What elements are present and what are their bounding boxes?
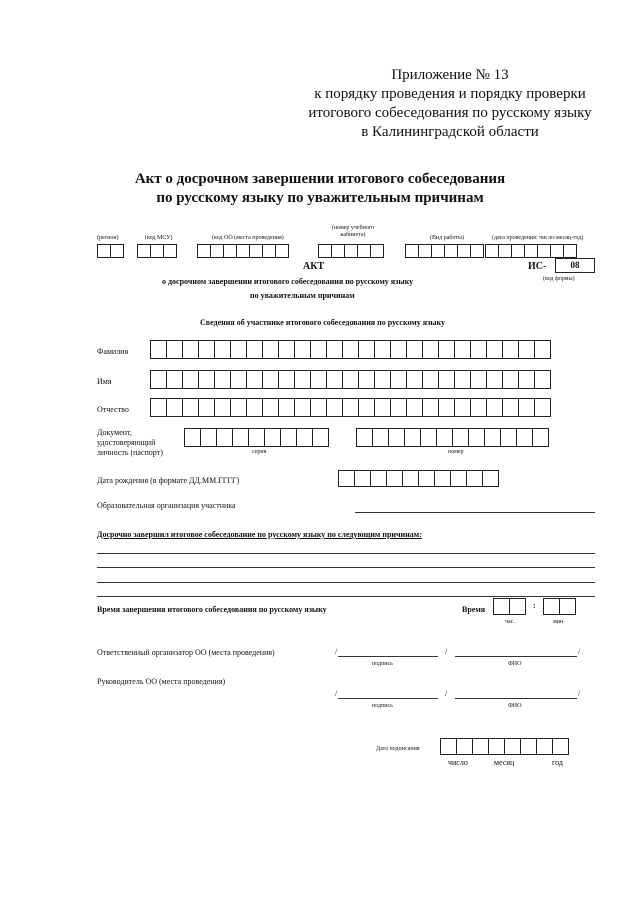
letter-cell[interactable] [342,398,359,417]
letter-cell[interactable] [374,370,391,389]
digit-cell[interactable] [296,428,313,447]
code-cell[interactable] [405,244,419,258]
digit-cell[interactable] [468,428,485,447]
digit-cell[interactable] [248,428,265,447]
digit-cell[interactable] [536,738,553,755]
letter-cell[interactable] [470,340,487,359]
letter-cell[interactable] [470,370,487,389]
act-subtitle-2: по уважительным причинам [250,291,355,300]
head-signature-line[interactable] [338,698,438,699]
completion-time-label: Время завершения итогового собеседования по русскому языку [97,605,327,614]
appendix-line-4: в Калининградской области [361,124,539,140]
act-subtitle-1: о досрочном завершении итогового собеседования по русскому языку [162,277,414,286]
code-cell[interactable] [444,244,458,258]
digit-cell[interactable] [516,428,533,447]
head-signature-caption: подпись [372,703,393,709]
letter-cell[interactable] [230,340,247,359]
letter-cell[interactable] [310,370,327,389]
cabinet-code-boxes[interactable] [318,244,384,258]
hours-boxes[interactable] [493,598,526,615]
letter-cell[interactable] [166,340,183,359]
appendix-header [300,66,600,142]
digit-cell[interactable] [493,598,510,615]
letter-cell[interactable] [438,398,455,417]
letter-cell[interactable] [230,398,247,417]
digit-cell[interactable] [354,470,371,487]
document-label-line-1: Документ, [97,428,132,437]
name-label: Имя [97,377,112,386]
msu-label: (код МСУ) [145,235,173,241]
name-boxes[interactable] [150,370,551,389]
letter-cell[interactable] [390,398,407,417]
patronymic-label: Отчество [97,405,129,414]
code-cell[interactable] [537,244,551,258]
head-slash-middle: / [445,689,448,698]
letter-cell[interactable] [150,370,167,389]
sign-date-day: число [448,758,468,767]
oo-code-boxes[interactable] [197,244,289,258]
digit-cell[interactable] [388,428,405,447]
digit-cell[interactable] [488,738,505,755]
surname-label: Фамилия [97,347,129,356]
series-label: серия [252,449,267,455]
appendix-line-2: к порядку проведения и порядку проверки [314,86,586,102]
letter-cell[interactable] [310,398,327,417]
letter-cell[interactable] [262,370,279,389]
letter-cell[interactable] [454,340,471,359]
digit-cell[interactable] [372,428,389,447]
letter-cell[interactable] [150,398,167,417]
organizer-slash-right: / [578,647,581,656]
digit-cell[interactable] [532,428,549,447]
letter-cell[interactable] [358,370,375,389]
letter-cell[interactable] [166,370,183,389]
letter-cell[interactable] [278,370,295,389]
passport-number-boxes[interactable] [356,428,549,447]
digit-cell[interactable] [356,428,373,447]
organizer-label: Ответственный организатор ОО (места проведения) [97,648,275,657]
digit-cell[interactable] [456,738,473,755]
letter-cell[interactable] [486,398,503,417]
organizer-slash-left: / [335,647,338,656]
code-cell[interactable] [210,244,224,258]
letter-cell[interactable] [198,370,215,389]
digit-cell[interactable] [338,470,355,487]
reason-line-3[interactable] [97,582,595,583]
early-completion-heading: Досрочно завершил итоговое собеседование по русскому языку по следующим причинам: [97,530,422,539]
letter-cell[interactable] [470,398,487,417]
letter-cell[interactable] [262,398,279,417]
document-label [97,428,163,458]
code-cell[interactable] [344,244,358,258]
head-fio-line[interactable] [455,698,577,699]
letter-cell[interactable] [198,340,215,359]
letter-cell[interactable] [214,398,231,417]
head-slash-left: / [335,689,338,698]
letter-cell[interactable] [534,398,551,417]
digit-cell[interactable] [420,428,437,447]
school-label: Образовательная организация участника [97,501,236,510]
digit-cell[interactable] [472,738,489,755]
birth-date-boxes[interactable] [338,470,499,487]
digit-cell[interactable] [370,470,387,487]
minutes-boxes[interactable] [543,598,576,615]
appendix-number: Приложение № 13 [391,67,509,83]
code-cell[interactable] [357,244,371,258]
digit-cell[interactable] [440,738,457,755]
surname-boxes[interactable] [150,340,551,359]
code-cell[interactable] [97,244,111,258]
digit-cell[interactable] [520,738,537,755]
form-code-box: 08 [555,258,595,273]
letter-cell[interactable] [374,340,391,359]
code-cell[interactable] [110,244,124,258]
reason-line-1[interactable] [97,553,595,554]
code-cell[interactable] [249,244,263,258]
document-label-line-3: личность (паспорт) [97,448,163,457]
digit-cell[interactable] [434,470,451,487]
letter-cell[interactable] [406,340,423,359]
sign-date-month: месяц [494,758,515,767]
letter-cell[interactable] [294,370,311,389]
digit-cell[interactable] [484,428,501,447]
birth-date-label: Дата рождения (в формате ДД.ММ.ГГГГ) [97,476,240,485]
letter-cell[interactable] [326,370,343,389]
letter-cell[interactable] [422,340,439,359]
letter-cell[interactable] [502,398,519,417]
letter-cell[interactable] [454,398,471,417]
letter-cell[interactable] [438,340,455,359]
document-label-line-2: удостоверяющий [97,438,156,447]
letter-cell[interactable] [246,340,263,359]
letter-cell[interactable] [502,340,519,359]
code-cell[interactable] [511,244,525,258]
date-held-boxes[interactable] [485,244,577,258]
msu-code-boxes[interactable] [137,244,177,258]
digit-cell[interactable] [312,428,329,447]
code-cell[interactable] [275,244,289,258]
digit-cell[interactable] [482,470,499,487]
region-label: (регион) [97,235,119,241]
letter-cell[interactable] [502,370,519,389]
digit-cell[interactable] [543,598,560,615]
letter-cell[interactable] [342,340,359,359]
work-type-label: (Вид работы) [430,235,465,241]
letter-cell[interactable] [422,398,439,417]
code-cell[interactable] [563,244,577,258]
letter-cell[interactable] [182,340,199,359]
code-cell[interactable] [485,244,499,258]
digit-cell[interactable] [450,470,467,487]
code-cell[interactable] [197,244,211,258]
code-cell[interactable] [418,244,432,258]
letter-cell[interactable] [262,340,279,359]
act-title: АКТ [303,261,325,272]
letter-cell[interactable] [294,340,311,359]
letter-cell[interactable] [166,398,183,417]
digit-cell[interactable] [559,598,576,615]
letter-cell[interactable] [406,370,423,389]
letter-cell[interactable] [326,340,343,359]
digit-cell[interactable] [184,428,201,447]
letter-cell[interactable] [182,398,199,417]
code-cell[interactable] [262,244,276,258]
form-code-label: (код формы) [543,276,575,282]
digit-cell[interactable] [452,428,469,447]
cabinet-label [328,225,378,239]
document-title-line-2: по русскому языку по уважительным причинам [156,190,484,206]
participant-heading: Сведения об участнике итогового собеседования по русскому языку [200,318,446,327]
digit-cell[interactable] [216,428,233,447]
letter-cell[interactable] [278,398,295,417]
time-colon: : [533,601,536,610]
organizer-slash-middle: / [445,647,448,656]
digit-cell[interactable] [404,428,421,447]
digit-cell[interactable] [436,428,453,447]
sign-date-year: год [552,758,563,767]
organizer-fio-caption: ФИО [508,661,522,667]
cabinet-label-line-1: (номер учебного [331,225,375,231]
code-cell[interactable] [498,244,512,258]
letter-cell[interactable] [518,370,535,389]
code-cell[interactable] [470,244,484,258]
document-title [100,170,540,208]
letter-cell[interactable] [150,340,167,359]
digit-cell[interactable] [200,428,217,447]
letter-cell[interactable] [390,370,407,389]
organizer-signature-caption: подпись [372,661,393,667]
letter-cell[interactable] [406,398,423,417]
letter-cell[interactable] [278,340,295,359]
digit-cell[interactable] [504,738,521,755]
letter-cell[interactable] [342,370,359,389]
digit-cell[interactable] [509,598,526,615]
letter-cell[interactable] [246,398,263,417]
form-code-prefix: ИС- [528,261,547,272]
head-slash-right: / [578,689,581,698]
organizer-fio-line[interactable] [455,656,577,657]
hours-label: час. [505,619,515,625]
code-cell[interactable] [223,244,237,258]
letter-cell[interactable] [486,340,503,359]
code-cell[interactable] [331,244,345,258]
letter-cell[interactable] [294,398,311,417]
digit-cell[interactable] [418,470,435,487]
code-cell[interactable] [318,244,332,258]
code-cell[interactable] [236,244,250,258]
reason-line-2[interactable] [97,567,595,568]
letter-cell[interactable] [534,340,551,359]
digit-cell[interactable] [232,428,249,447]
letter-cell[interactable] [326,398,343,417]
minutes-label: мин. [553,619,565,625]
passport-series-boxes[interactable] [184,428,329,447]
code-cell[interactable] [431,244,445,258]
region-code-boxes[interactable] [97,244,124,258]
letter-cell[interactable] [214,340,231,359]
letter-cell[interactable] [374,398,391,417]
date-held-label: (дата проведения: число-месяц-год) [492,235,584,241]
letter-cell[interactable] [438,370,455,389]
document-title-line-1: Акт о досрочном завершении итогового собеседования [134,171,506,187]
letter-cell[interactable] [518,340,535,359]
sign-date-boxes[interactable] [440,738,569,755]
letter-cell[interactable] [518,398,535,417]
work-type-boxes[interactable] [405,244,484,258]
code-cell[interactable] [457,244,471,258]
number-label: номер [448,449,464,455]
head-fio-caption: ФИО [508,703,522,709]
patronymic-boxes[interactable] [150,398,551,417]
letter-cell[interactable] [182,370,199,389]
letter-cell[interactable] [422,370,439,389]
code-cell[interactable] [370,244,384,258]
letter-cell[interactable] [534,370,551,389]
letter-cell[interactable] [390,340,407,359]
code-cell[interactable] [550,244,564,258]
cabinet-label-line-2: кабинета) [340,232,366,238]
code-cell[interactable] [163,244,177,258]
time-word: Время [462,605,486,614]
oo-code-label: (код ОО (места проведения) [212,235,284,241]
code-cell[interactable] [524,244,538,258]
letter-cell[interactable] [358,398,375,417]
appendix-line-3: итогового собеседования по русскому языку [308,105,592,121]
letter-cell[interactable] [454,370,471,389]
digit-cell[interactable] [500,428,517,447]
digit-cell[interactable] [402,470,419,487]
sign-date-label: Дата подписания [376,746,420,752]
organizer-signature-line[interactable] [338,656,438,657]
letter-cell[interactable] [230,370,247,389]
letter-cell[interactable] [358,340,375,359]
digit-cell[interactable] [466,470,483,487]
digit-cell[interactable] [264,428,281,447]
code-cell[interactable] [137,244,151,258]
letter-cell[interactable] [486,370,503,389]
digit-cell[interactable] [280,428,297,447]
letter-cell[interactable] [198,398,215,417]
digit-cell[interactable] [386,470,403,487]
letter-cell[interactable] [214,370,231,389]
letter-cell[interactable] [310,340,327,359]
school-line[interactable] [355,512,595,513]
digit-cell[interactable] [552,738,569,755]
reason-line-4[interactable] [97,596,595,597]
letter-cell[interactable] [246,370,263,389]
code-cell[interactable] [150,244,164,258]
head-label: Руководитель ОО (места проведения) [97,677,226,686]
